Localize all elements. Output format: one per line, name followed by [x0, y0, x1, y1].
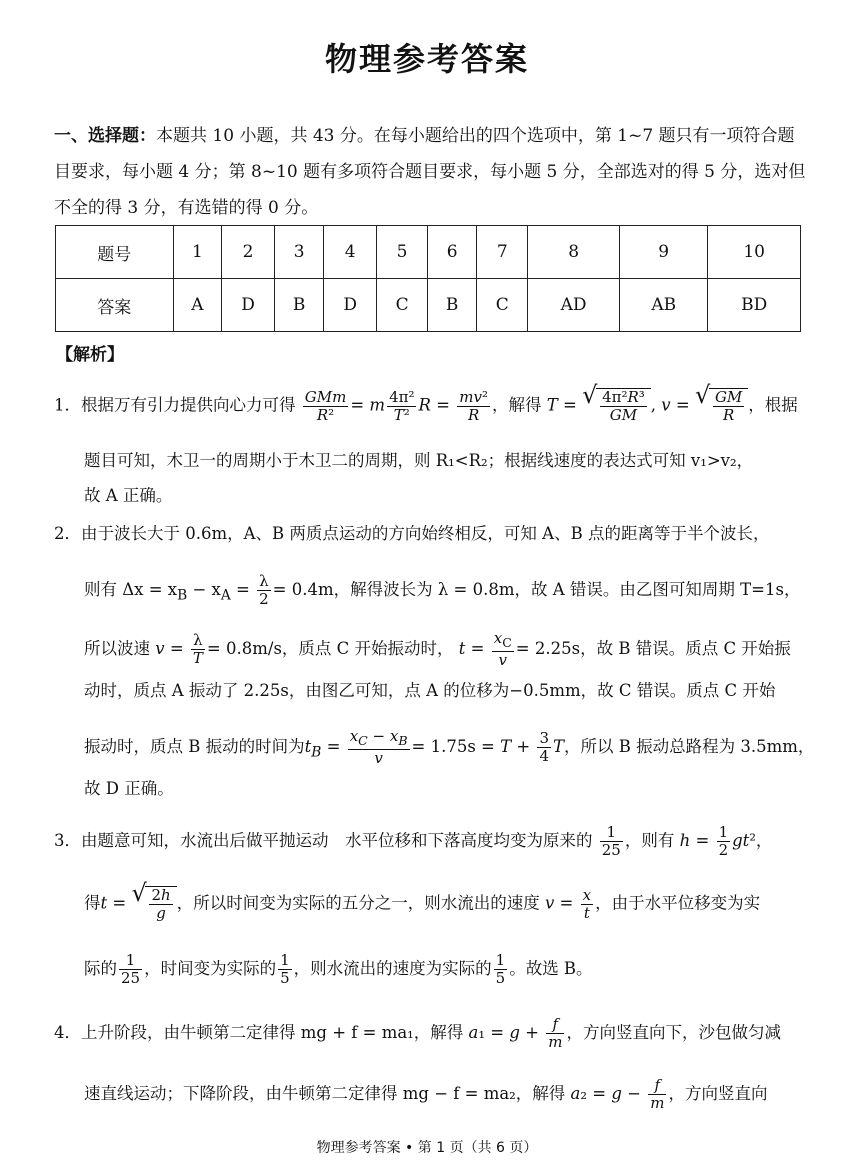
table-cell: 9 — [620, 226, 708, 279]
q2-number: 2． — [54, 524, 81, 543]
table-row-answers — [56, 279, 801, 332]
table-cell: D — [324, 279, 377, 332]
formula: $\frac{1}{2}$ — [718, 823, 729, 859]
formula: $\frac{1}{5}$ — [495, 951, 506, 987]
q3-text: ，则水流出的速度为实际的 — [293, 959, 492, 978]
q3-text: 。故选 B。 — [509, 959, 593, 978]
table-cell: A — [173, 279, 222, 332]
formula: $\frac{1}{25}$ — [121, 951, 141, 987]
table-cell: 6 — [428, 226, 477, 279]
q3-text: 得 — [84, 893, 101, 913]
table-cell: C — [477, 279, 528, 332]
q2-text: 由于波长大于 0.6m，A、B 两质点运动的方向始终相反，可知 A、B 点的距离等于半个波长， — [81, 524, 770, 543]
formula: √ $\frac{2h}{g}$ — [145, 886, 176, 922]
table-cell: 4 — [324, 226, 377, 279]
q2-line5: 振动时，质点 B 振动的时间为$t_B$ = $\frac{x_C - x_B}{v}$ = 1.75s = T + $\frac{3}{4}$ T，所以 B 振动总路程为 3.5mm， — [84, 727, 815, 767]
q3-text: 由题意可知，水流出后做平抛运动 水平位移和下落高度均变为原来的 — [81, 831, 593, 850]
formula: $\frac{\lambda}{T}$ — [192, 631, 203, 667]
q4-text: 速直线运动；下降阶段，由牛顿第二定律得 mg − f = ma₂，解得 — [84, 1084, 566, 1103]
formula: $\frac{x_C}{v}$ — [493, 629, 512, 669]
formula: $\frac{1}{5}$ — [280, 951, 290, 987]
table-cell: 2 — [222, 226, 275, 279]
q3-text: ，由于水平位移变为实 — [595, 893, 761, 913]
table-cell: AD — [528, 279, 620, 332]
table-cell: 8 — [528, 226, 620, 279]
q4-line2: 速直线运动；下降阶段，由牛顿第二定律得 mg − f = ma₂，解得 a₂ = g − $\frac{f}{m}$ ，方向竖直向 — [84, 1076, 768, 1112]
section-instructions — [54, 118, 806, 226]
q3-line2: 得t = √ $\frac{2h}{g}$ ，所以时间变为实际的五分之一，则水流出的速度 v = $\frac{x}{t}$ ，由于水平位移变为实 — [84, 886, 760, 922]
q4-text: 上升阶段，由牛顿第二定律得 mg + f = ma₁，解得 — [81, 1023, 464, 1042]
q1-text: ，解得 — [491, 395, 542, 415]
section-heading: 一、选择题： — [54, 126, 156, 146]
q2-text: ，解得波长为 λ = 0.8m，故 A 错误。由乙图可知周期 T=1s， — [333, 580, 801, 599]
q1-line2: 题目可知，木卫一的周期小于木卫二的周期，则 R₁<R₂；根据线速度的表达式可知 v₁>v₂， — [84, 451, 754, 470]
q4-text: ，方向竖直向 — [668, 1084, 768, 1103]
q3-line1: 3．由题意可知，水流出后做平抛运动 水平位移和下落高度均变为原来的 $\frac{1}{25}$ ，则有 h = $\frac{1}{2}$ gt²， — [54, 823, 773, 859]
page-footer: 物理参考答案 • 第 1 页（共 6 页） — [316, 1140, 538, 1156]
formula: √ $\frac{\text{4π²R³}}{GM}$ — [596, 388, 651, 424]
table-cell: C — [377, 279, 428, 332]
formula: $\frac{x_C - x_B}{v}$ — [349, 727, 408, 767]
q2-line3: 所以波速 v = $\frac{\lambda}{T}$ = 0.8m/s，质点 C 开始振动时， t = $\frac{x_C}{v}$ = 2.25s，故 B 错误。质点 C 开始振 — [84, 629, 791, 669]
q2-line1 — [54, 522, 769, 546]
table-cell: 3 — [275, 226, 324, 279]
formula: $\frac{x}{t}$ — [582, 885, 592, 922]
table-cell: 10 — [708, 226, 801, 279]
q1-text: ，根据 — [748, 395, 798, 415]
q3-text: 际的 — [84, 959, 117, 978]
q3-number: 3． — [54, 831, 81, 850]
q3-line3 — [84, 952, 593, 987]
q3-text: ，则有 — [624, 831, 675, 850]
table-cell: BD — [708, 279, 801, 332]
table-label: 题号 — [56, 226, 174, 279]
q2-text: 所以波速 — [84, 639, 150, 658]
table-cell: D — [222, 279, 275, 332]
formula: $\frac{f}{m}$ — [548, 1015, 563, 1051]
page-title: 物理参考答案 — [324, 40, 529, 78]
section-text: 本题共 10 小题，共 43 分。在每小题给出的四个选项中，第 1~7 题只有一项符合题目要求，每小题 4 分；第 8~10 题有多项符合题目要求，每小题 5 分，全部选对的得 5 分，选对但不全的得 3 分，有选错的得 0 分。 — [54, 126, 806, 218]
q2-text: ，质点 C 开始振动时， — [281, 639, 454, 658]
table-label: 答案 — [56, 279, 174, 332]
q4-line1: 4．上升阶段，由牛顿第二定律得 mg + f = ma₁，解得 a₁ = g + $\frac{f}{m}$ ，方向竖直向下，沙包做匀减 — [54, 1015, 781, 1051]
answer-table — [55, 225, 801, 332]
table-cell: 1 — [173, 226, 222, 279]
table-cell: 5 — [377, 226, 428, 279]
q1-number: 1． — [54, 395, 81, 415]
q3-text: ，所以时间变为实际的五分之一，则水流出的速度 — [176, 893, 540, 913]
q2-line6: 故 D 正确。 — [84, 779, 174, 798]
q1-text: 根据万有引力提供向心力可得 — [81, 395, 296, 415]
formula: $\frac{1}{25}$ — [601, 823, 621, 859]
q2-text: 则有 Δx = x — [84, 580, 178, 599]
formula: $\frac{3}{4}$ — [539, 729, 549, 765]
analysis-heading: 【解析】 — [56, 345, 124, 365]
table-cell: 7 — [477, 226, 528, 279]
q2-line4: 动时，质点 A 振动了 2.25s，由图乙可知，点 A 的位移为−0.5mm，故 C 错误。质点 C 开始 — [84, 681, 776, 700]
table-cell: AB — [620, 279, 708, 332]
table-cell: B — [275, 279, 324, 332]
table-cell: B — [428, 279, 477, 332]
q2-text: 振动时，质点 B 振动的时间为 — [84, 737, 305, 756]
table-row-numbers — [56, 226, 801, 279]
q4-text: ，方向竖直向下，沙包做匀减 — [566, 1023, 781, 1042]
formula: $\frac{\lambda}{2}$ — [259, 572, 269, 608]
formula: $\frac{f}{m}$ — [650, 1076, 665, 1112]
formula: $\frac{\text{mv²}}{R}$ — [459, 387, 488, 424]
formula: $\frac{\text{GMm}}{\text{R²}}$ — [304, 387, 347, 424]
q2-line2: 则有 $\Delta x = x_B - x_A$ = $\frac{\lambda}{2}$ = 0.4m，解得波长为 λ = 0.8m，故 A 错误。由乙图可知周期 T=1s， — [84, 572, 801, 608]
q4-number: 4． — [54, 1023, 81, 1042]
q2-text: ，所以 B 振动总路程为 3.5mm， — [564, 737, 815, 756]
formula: √ $\frac{GM}{R}$ — [709, 388, 748, 424]
q3-text: ，时间变为实际的 — [144, 959, 277, 978]
q1-line3: 故 A 正确。 — [84, 486, 173, 505]
q1-line1: 1．根据万有引力提供向心力可得 $\frac{\text{GMm}}{\text{R²}}$ = m $\frac{\text{4π²}}{\text{T²}}$ R = $\frac{\text{mv²}}{R}$ ，解得 T = √ $\frac{\text{4π²R³}}{GM}$ , v = √ $\frac{GM}{R}$ ，根据 — [54, 388, 798, 424]
q2-text: ，故 B 错误。质点 C 开始振 — [580, 639, 791, 658]
formula: $\frac{\text{4π²}}{\text{T²}}$ — [389, 387, 415, 424]
